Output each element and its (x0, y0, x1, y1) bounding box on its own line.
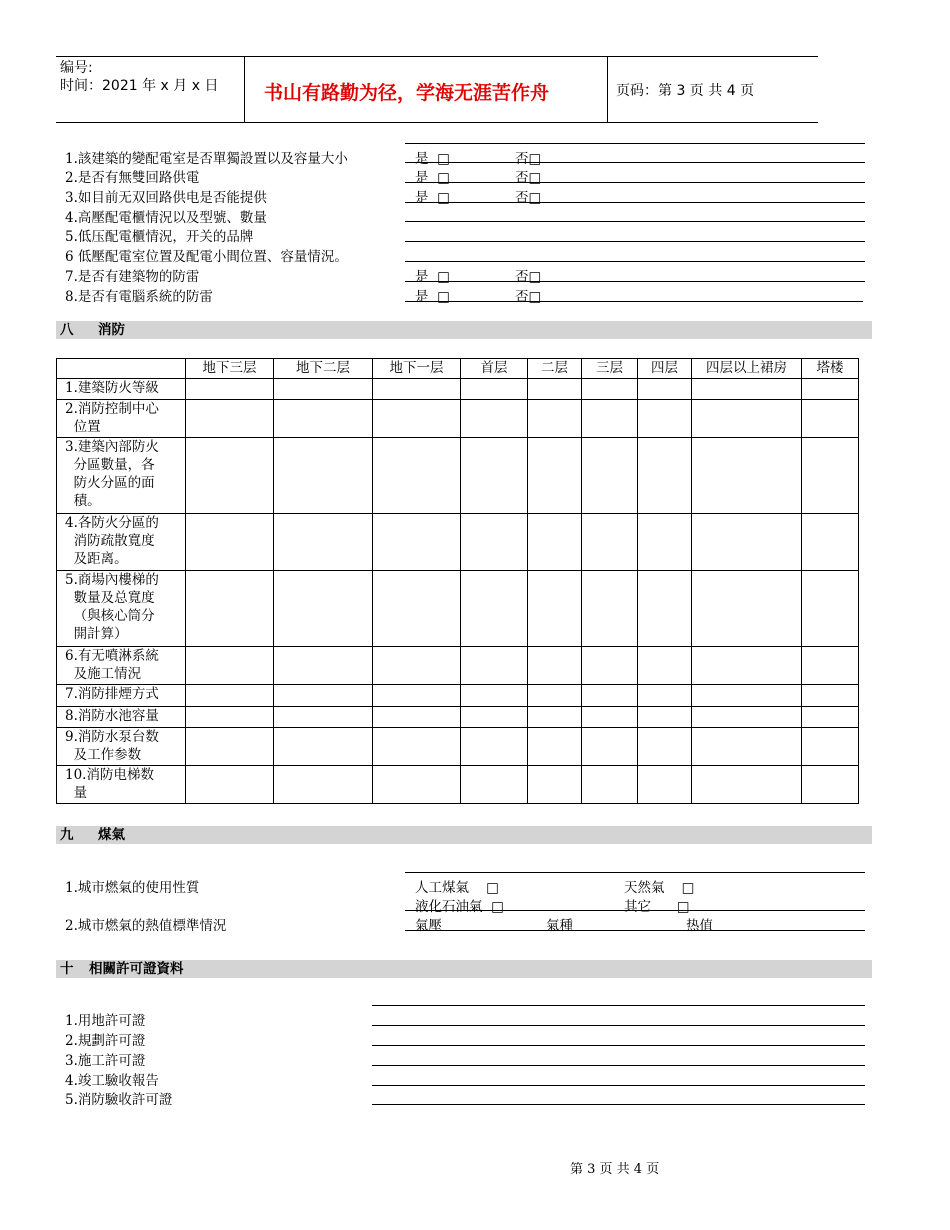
table-cell[interactable] (461, 571, 528, 647)
table-cell[interactable] (692, 728, 802, 766)
header-page-label: 页码：第 3 页 共 4 页 (616, 83, 755, 99)
row-label: 9.消防水泵台数 及工作参数 (57, 728, 186, 766)
answer-rule (372, 1085, 865, 1086)
yes-checkbox[interactable]: 是 □ (415, 170, 450, 186)
answer-rule (372, 1005, 865, 1006)
table-cell[interactable] (802, 571, 859, 647)
table-cell[interactable] (373, 647, 461, 685)
table-cell[interactable] (461, 438, 528, 514)
table-cell[interactable] (692, 766, 802, 804)
table-header-row (57, 359, 859, 379)
table-cell[interactable] (802, 766, 859, 804)
permit-item: 5.消防驗收許可證 (65, 1092, 173, 1108)
table-row (57, 728, 859, 766)
section-heading-permits (56, 960, 872, 978)
no-checkbox[interactable]: 否□ (515, 269, 542, 285)
no-checkbox[interactable]: 否□ (515, 170, 542, 186)
answer-rule (372, 1104, 865, 1105)
table-cell[interactable] (582, 438, 638, 514)
header-divider-right (607, 56, 608, 122)
table-cell[interactable] (528, 514, 582, 571)
table-cell[interactable] (274, 438, 373, 514)
table-cell[interactable] (461, 514, 528, 571)
table-cell[interactable] (528, 571, 582, 647)
table-cell[interactable] (802, 514, 859, 571)
section-number: 八 (60, 322, 74, 338)
permit-item: 4.竣工驗收報告 (65, 1073, 159, 1089)
column-header: 首层 (461, 359, 528, 379)
table-cell[interactable] (582, 766, 638, 804)
section-title: 相關許可證資料 (89, 961, 184, 977)
permit-item: 3.施工許可證 (65, 1053, 146, 1069)
answer-rule (372, 1045, 865, 1046)
answer-rule (405, 281, 865, 282)
section-heading-gas (56, 826, 872, 844)
table-cell[interactable] (461, 400, 528, 438)
answer-rule (405, 182, 865, 183)
table-row (57, 514, 859, 571)
heat-field-pressure: 氣壓 (415, 918, 442, 934)
answer-rule (405, 162, 865, 163)
column-header: 地下一层 (373, 359, 461, 379)
question-8: 8.是否有電腦系統的防雷 (65, 289, 213, 305)
gas-option-natural[interactable]: 天然氣 □ (624, 880, 695, 896)
question-5: 5.低压配電櫃情況，开关的品牌 (65, 229, 254, 245)
header-bottom-rule (56, 122, 818, 123)
fire-protection-table (56, 358, 859, 804)
table-cell[interactable] (274, 766, 373, 804)
section-number: 十 (60, 961, 74, 977)
table-cell[interactable] (373, 379, 461, 400)
table-cell[interactable] (373, 571, 461, 647)
table-cell[interactable] (186, 514, 274, 571)
question-1: 1.該建築的變配電室是否單獨設置以及容量大小 (65, 151, 348, 167)
section-number: 九 (60, 827, 74, 843)
table-cell[interactable] (582, 400, 638, 438)
table-row (57, 685, 859, 707)
table-cell[interactable] (692, 707, 802, 728)
table-cell[interactable] (186, 707, 274, 728)
permit-item: 1.用地許可證 (65, 1013, 146, 1029)
table-cell[interactable] (582, 728, 638, 766)
table-cell[interactable] (638, 685, 692, 707)
table-cell[interactable] (461, 766, 528, 804)
table-cell[interactable] (461, 728, 528, 766)
table-cell[interactable] (528, 685, 582, 707)
table-cell[interactable] (638, 438, 692, 514)
table-cell[interactable] (528, 707, 582, 728)
question-3: 3.如目前无双回路供电是否能提供 (65, 190, 267, 206)
header-number-label: 编号: (60, 60, 93, 76)
corner-cell (57, 359, 186, 379)
yes-checkbox[interactable]: 是 □ (415, 190, 450, 206)
answer-rule (405, 261, 865, 262)
table-row (57, 379, 859, 400)
permit-item: 2.規劃許可證 (65, 1033, 146, 1049)
table-cell[interactable] (638, 647, 692, 685)
column-header: 三层 (582, 359, 638, 379)
table-cell[interactable] (274, 685, 373, 707)
table-cell[interactable] (528, 400, 582, 438)
table-cell[interactable] (528, 647, 582, 685)
table-cell[interactable] (692, 400, 802, 438)
table-cell[interactable] (528, 379, 582, 400)
question-6: 6 低壓配電室位置及配電小間位置、容量情況。 (65, 249, 348, 265)
row-label: 6.有无噴淋系統 及施工情況 (57, 647, 186, 685)
heat-field-value: 热值 (686, 918, 713, 934)
table-cell[interactable] (274, 707, 373, 728)
column-header: 地下二层 (274, 359, 373, 379)
header-slogan: 书山有路勤为径，学海无涯苦作舟 (264, 82, 550, 104)
table-cell[interactable] (692, 571, 802, 647)
table-row (57, 707, 859, 728)
row-label: 7.消防排煙方式 (57, 685, 186, 707)
answer-rule (405, 872, 865, 873)
row-label: 10.消防电梯数 量 (57, 766, 186, 804)
yes-checkbox[interactable]: 是 □ (415, 289, 450, 305)
table-cell[interactable] (274, 571, 373, 647)
question-2: 2.是否有無雙回路供電 (65, 170, 200, 186)
answer-rule (405, 221, 865, 222)
table-cell[interactable] (582, 571, 638, 647)
table-cell[interactable] (373, 400, 461, 438)
table-cell[interactable] (692, 647, 802, 685)
table-cell[interactable] (638, 571, 692, 647)
table-cell[interactable] (274, 514, 373, 571)
column-header: 四层以上裙房 (692, 359, 802, 379)
table-cell[interactable] (638, 379, 692, 400)
table-cell[interactable] (582, 707, 638, 728)
table-cell[interactable] (373, 685, 461, 707)
row-label: 3.建築內部防火 分區數量，各 防火分區的面 積。 (57, 438, 186, 514)
table-cell[interactable] (373, 514, 461, 571)
gas-option-lpg[interactable]: 液化石油氣 □ (415, 899, 504, 915)
table-cell[interactable] (638, 728, 692, 766)
table-cell[interactable] (692, 685, 802, 707)
gas-option-artificial[interactable]: 人工煤氣 □ (415, 880, 499, 896)
no-checkbox[interactable]: 否□ (515, 151, 542, 167)
table-cell[interactable] (528, 766, 582, 804)
question-7: 7.是否有建築物的防雷 (65, 269, 200, 285)
row-label: 2.消防控制中心 位置 (57, 400, 186, 438)
table-cell[interactable] (461, 685, 528, 707)
table-cell[interactable] (274, 728, 373, 766)
answer-rule (405, 241, 865, 242)
no-checkbox[interactable]: 否□ (515, 289, 542, 305)
column-header: 四层 (638, 359, 692, 379)
table-cell[interactable] (274, 379, 373, 400)
table-cell[interactable] (186, 728, 274, 766)
table-row (57, 766, 859, 804)
table-cell[interactable] (186, 400, 274, 438)
table-cell[interactable] (373, 438, 461, 514)
table-cell[interactable] (802, 707, 859, 728)
table-cell[interactable] (274, 647, 373, 685)
table-cell[interactable] (528, 728, 582, 766)
table-cell[interactable] (373, 707, 461, 728)
table-cell[interactable] (802, 379, 859, 400)
gas-question-1: 1.城市燃氣的使用性質 (65, 880, 200, 896)
table-cell[interactable] (186, 766, 274, 804)
header-time-label: 时间：2021 年 x 月 x 日 (60, 78, 219, 94)
section-heading-fire (56, 321, 872, 339)
table-cell[interactable] (802, 728, 859, 766)
table-row (57, 400, 859, 438)
table-cell[interactable] (373, 766, 461, 804)
header-divider-left (244, 56, 245, 122)
table-row (57, 647, 859, 685)
table-cell[interactable] (638, 400, 692, 438)
table-cell[interactable] (692, 438, 802, 514)
table-cell[interactable] (461, 379, 528, 400)
no-checkbox[interactable]: 否□ (515, 190, 542, 206)
table-cell[interactable] (461, 707, 528, 728)
column-header: 塔楼 (802, 359, 859, 379)
table-cell[interactable] (582, 685, 638, 707)
table-row (57, 438, 859, 514)
table-cell[interactable] (582, 514, 638, 571)
table-cell[interactable] (692, 379, 802, 400)
table-cell[interactable] (638, 707, 692, 728)
table-cell[interactable] (186, 379, 274, 400)
table-cell[interactable] (638, 514, 692, 571)
answer-rule (405, 930, 865, 931)
table-cell[interactable] (461, 647, 528, 685)
table-cell[interactable] (186, 685, 274, 707)
yes-checkbox[interactable]: 是 □ (415, 151, 450, 167)
column-header: 二层 (528, 359, 582, 379)
column-header: 地下三层 (186, 359, 274, 379)
answer-rule (405, 301, 863, 302)
table-cell[interactable] (638, 766, 692, 804)
answer-rule (372, 1025, 865, 1026)
answer-rule (372, 1065, 865, 1066)
question-4: 4.高壓配電櫃情況以及型號、數量 (65, 210, 267, 226)
answer-rule (405, 202, 865, 203)
row-label: 1.建築防火等級 (57, 379, 186, 400)
table-row (57, 571, 859, 647)
section-title: 煤氣 (98, 827, 125, 843)
answer-rule (405, 143, 865, 144)
table-cell[interactable] (373, 728, 461, 766)
row-label: 5.商場內樓梯的 數量及总寬度 （與核心筒分 開計算） (57, 571, 186, 647)
table-cell[interactable] (582, 379, 638, 400)
row-label: 8.消防水池容量 (57, 707, 186, 728)
gas-question-2: 2.城市燃氣的熱值標準情況 (65, 918, 227, 934)
table-cell[interactable] (802, 438, 859, 514)
table-cell[interactable] (802, 400, 859, 438)
table-cell[interactable] (582, 647, 638, 685)
table-cell[interactable] (186, 647, 274, 685)
heat-field-type: 氣種 (546, 918, 573, 934)
footer-page-number: 第 3 页 共 4 页 (570, 1162, 660, 1177)
table-cell[interactable] (692, 514, 802, 571)
table-cell[interactable] (528, 438, 582, 514)
table-cell[interactable] (802, 685, 859, 707)
table-cell[interactable] (274, 400, 373, 438)
table-cell[interactable] (186, 438, 274, 514)
header-top-rule (56, 56, 818, 57)
gas-option-other[interactable]: 其它 □ (624, 899, 690, 915)
table-cell[interactable] (802, 647, 859, 685)
row-label: 4.各防火分區的 消防疏散寬度 及距离。 (57, 514, 186, 571)
table-cell[interactable] (186, 571, 274, 647)
section-title: 消防 (98, 322, 125, 338)
yes-checkbox[interactable]: 是 □ (415, 269, 450, 285)
